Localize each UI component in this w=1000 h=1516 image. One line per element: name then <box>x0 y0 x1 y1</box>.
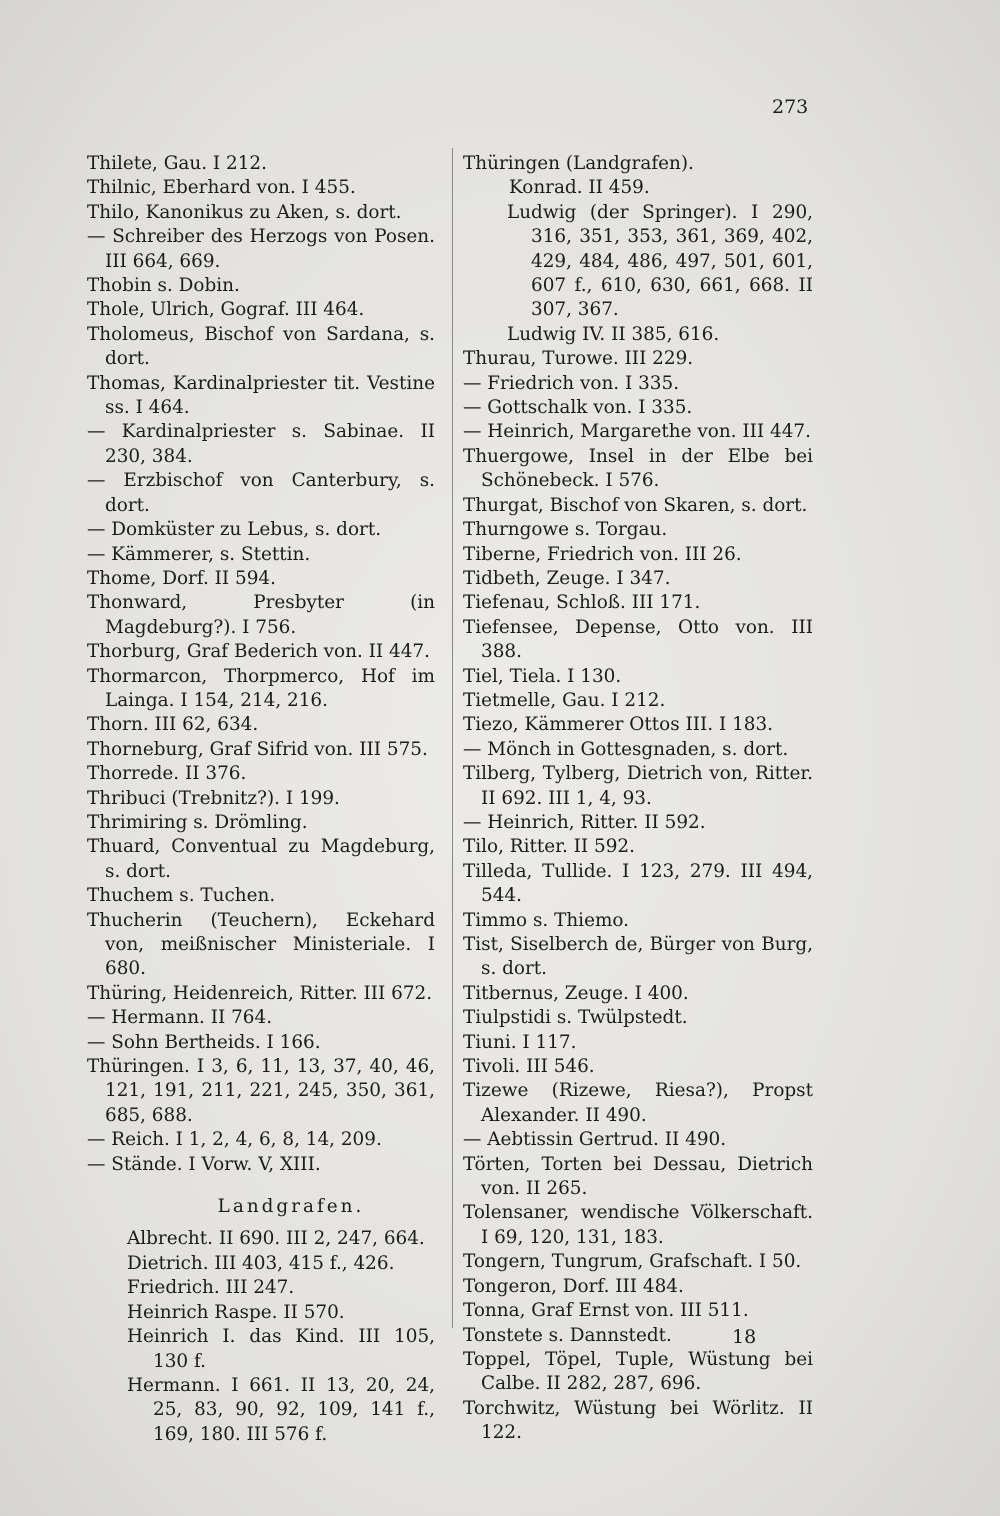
index-entry: Thuergowe, Insel in der Elbe bei Schönebeck. I 576. <box>463 445 813 492</box>
index-entry: Dietrich. III 403, 415 f., 426. <box>127 1252 395 1274</box>
index-entry: — Mönch in Gottesgnaden, s. dort. <box>463 738 789 760</box>
index-entry: Tiezo, Kämmerer Ottos III. I 183. <box>463 714 774 736</box>
index-entry: Thuchem s. Tuchen. <box>87 885 276 907</box>
index-entry: Thucherin (Teuchern), Eckehard von, meißnischer Ministeriale. I 680. <box>87 909 435 980</box>
index-entry: Hermann. I 661. II 13, 20, 24, 25, 83, 90, 92, 109, 141 f., 169, 180. III 576 f. <box>127 1374 435 1445</box>
right-entries-main <box>463 347 813 1445</box>
left-entries-landgrafen <box>87 1227 435 1447</box>
index-entry: Tiuni. I 117. <box>463 1031 577 1053</box>
index-entry: Tiulpstidi s. Twülpstedt. <box>463 1007 688 1029</box>
index-entry: Thüring, Heidenreich, Ritter. III 672. <box>87 982 433 1004</box>
right-entries-head <box>463 152 813 201</box>
index-entry: Tongeron, Dorf. III 484. <box>463 1275 684 1297</box>
section-heading: Landgrafen. <box>217 1196 365 1218</box>
index-entry: Thome, Dorf. II 594. <box>87 567 276 589</box>
index-entry: Tilo, Ritter. II 592. <box>463 836 635 858</box>
index-entry: Thormarcon, Thorpmerco, Hof im Lainga. I 154, 214, 216. <box>87 665 435 711</box>
signature-mark: 18 <box>732 1326 757 1348</box>
index-entry: Thuard, Conventual zu Magdeburg, s. dort. <box>87 836 435 882</box>
index-entry: Tiberne, Friedrich von. III 26. <box>463 543 742 565</box>
index-entry: Thorrede. II 376. <box>87 763 247 785</box>
left-column <box>87 152 435 1447</box>
index-entry: Thurgat, Bischof von Skaren, s. dort. <box>463 494 808 516</box>
index-entry: — Gottschalk von. I 335. <box>463 397 693 419</box>
index-entry: Timmo s. Thiemo. <box>463 909 629 931</box>
index-entry: Heinrich I. das Kind. III 105, 130 f. <box>127 1326 435 1372</box>
index-entry: Thole, Ulrich, Gograf. III 464. <box>87 299 365 321</box>
index-entry: Thrimiring s. Drömling. <box>87 811 308 833</box>
index-entry: — Sohn Bertheids. I 166. <box>87 1031 321 1053</box>
index-entry: Tongern, Tungrum, Grafschaft. I 50. <box>463 1251 802 1273</box>
index-entry: Tietmelle, Gau. I 212. <box>463 689 666 711</box>
index-entry: Thilete, Gau. I 212. <box>87 153 267 174</box>
index-entry: Törten, Torten bei Dessau, Dietrich von. II 265. <box>463 1153 813 1200</box>
index-entry: Torchwitz, Wüstung bei Wörlitz. II 122. <box>463 1397 813 1444</box>
index-entry: Tidbeth, Zeuge. I 347. <box>463 567 671 589</box>
index-entry: Tonna, Graf Ernst von. III 511. <box>463 1300 749 1322</box>
index-entry: Tiefensee, Depense, Otto von. III 388. <box>463 616 813 663</box>
index-entry: Tholomeus, Bischof von Sardana, s. dort. <box>87 323 435 370</box>
index-entry: — Hermann. II 764. <box>87 1007 273 1029</box>
right-entries-ludwig <box>463 201 813 347</box>
index-entry: Tilberg, Tylberg, Dietrich von, Ritter. II 692. III 1, 4, 93. <box>463 763 813 809</box>
index-entry: — Heinrich, Margarethe von. III 447. <box>463 421 811 443</box>
index-entry: Tilleda, Tullide. I 123, 279. III 494, 544. <box>463 860 813 907</box>
index-entry: Thorburg, Graf Bederich von. II 447. <box>87 641 430 663</box>
index-entry: Thomas, Kardinalpriester tit. Vestine ss. I 464. <box>87 372 435 419</box>
page-number: 273 <box>772 96 809 118</box>
index-entry: Thurngowe s. Torgau. <box>463 519 668 541</box>
index-entry: — Reich. I 1, 2, 4, 6, 8, 14, 209. <box>87 1129 382 1151</box>
index-entry: Friedrich. III 247. <box>127 1277 295 1299</box>
index-entry: Tivoli. III 546. <box>463 1056 595 1078</box>
index-entry: Thobin s. Dobin. <box>87 275 240 297</box>
index-entry: Tizewe (Rizewe, Riesa?), Propst Alexander. II 490. <box>463 1080 813 1126</box>
right-column <box>463 152 813 1446</box>
index-entry: — Domküster zu Lebus, s. dort. <box>87 519 382 541</box>
index-entry: Thüringen. I 3, 6, 11, 13, 37, 40, 46, 121, 191, 211, 221, 245, 350, 361, 685, 688. <box>87 1056 435 1126</box>
index-entry: Ludwig IV. II 385, 616. <box>507 323 720 345</box>
index-entry: — Friedrich von. I 335. <box>463 372 680 394</box>
index-entry: — Aebtissin Gertrud. II 490. <box>463 1129 727 1151</box>
column-divider <box>452 148 453 1328</box>
index-entry: Ludwig (der Springer). I 290, 316, 351, 353, 361, 369, 402, 429, 484, 486, 497, 501, 601, 607 f., 610, 630, 661, 668. II 307, 367. <box>507 201 813 321</box>
index-entry: Thilo, Kanonikus zu Aken, s. dort. <box>87 201 402 223</box>
index-entry: Thüringen (Landgrafen). <box>463 153 694 174</box>
index-entry: Thribuci (Trebnitz?). I 199. <box>87 787 340 809</box>
index-entry: Tonstete s. Dannstedt. <box>463 1324 672 1346</box>
index-entry: Albrecht. II 690. III 2, 247, 664. <box>127 1228 425 1250</box>
index-entry: — Kardinalpriester s. Sabinae. II 230, 384. <box>87 421 435 467</box>
index-entry: — Schreiber des Herzogs von Posen. III 664, 669. <box>87 226 435 272</box>
index-entry: — Stände. I Vorw. V, XIII. <box>87 1153 321 1175</box>
left-entries-main <box>87 152 435 1177</box>
index-entry: Tiefenau, Schloß. III 171. <box>463 592 701 614</box>
index-entry: Tolensaner, wendische Völkerschaft. I 69, 120, 131, 183. <box>463 1202 813 1248</box>
index-entry: Tist, Siselberch de, Bürger von Burg, s. dort. <box>463 934 813 980</box>
index-entry: Thonward, Presbyter (in Magdeburg?). I 756. <box>87 592 435 638</box>
index-entry: Thurau, Turowe. III 229. <box>463 348 694 370</box>
index-entry: — Erzbischof von Canterbury, s. dort. <box>87 470 435 516</box>
index-entry: Konrad. II 459. <box>509 177 650 199</box>
index-entry: Tiel, Tiela. I 130. <box>463 665 622 687</box>
index-entry: Heinrich Raspe. II 570. <box>127 1301 345 1323</box>
index-entry: — Kämmerer, s. Stettin. <box>87 543 311 565</box>
index-entry: — Heinrich, Ritter. II 592. <box>463 811 706 833</box>
index-entry: Thorn. III 62, 634. <box>87 714 259 736</box>
index-entry: Thorneburg, Graf Sifrid von. III 575. <box>87 738 428 760</box>
index-entry: Toppel, Töpel, Tuple, Wüstung bei Calbe. II 282, 287, 696. <box>463 1348 813 1395</box>
index-entry: Thilnic, Eberhard von. I 455. <box>87 177 356 199</box>
index-entry: Titbernus, Zeuge. I 400. <box>463 982 689 1004</box>
